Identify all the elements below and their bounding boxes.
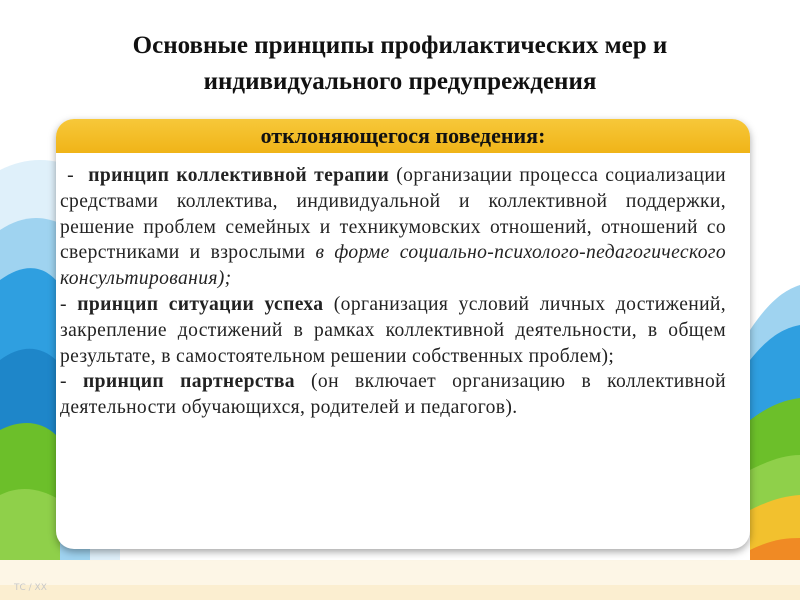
title-line-1: Основные принципы профилактических мер и bbox=[132, 32, 668, 59]
principle-dash: - bbox=[67, 165, 82, 186]
principle-name: принцип партнерства bbox=[82, 371, 295, 393]
card-header-title: отклоняющегося поведения: bbox=[260, 123, 546, 148]
footer-mark: ТС / ХХ bbox=[14, 583, 47, 593]
principle-dash: - bbox=[60, 371, 83, 393]
principle-item bbox=[60, 292, 726, 369]
principle-name: принцип ситуации успеха bbox=[77, 293, 324, 315]
principles-list bbox=[60, 163, 726, 421]
principle-dash: - bbox=[60, 293, 78, 315]
principle-italic-note: в форме социально-психолого-педагогического консультирования); bbox=[60, 242, 726, 290]
principle-description: (он включает организацию в коллективной деятельности обучающихся, родителей и педагогов). bbox=[60, 371, 726, 419]
card-header-bar bbox=[56, 119, 750, 153]
principle-description: (организация условий личных достижений, закрепление достижений в рамках коллективной деятельности, в общем результате, в самостоятельном решении собственных проблем); bbox=[60, 293, 726, 367]
principle-item bbox=[60, 369, 726, 421]
title-line-2: индивидуального предупреждения bbox=[203, 68, 597, 95]
principle-name: принцип коллективной терапии bbox=[88, 165, 390, 186]
principle-item bbox=[60, 163, 726, 292]
content-card bbox=[56, 119, 750, 549]
principle-description: (организации процесса социализации средствами коллектива, индивидуальной и коллективной поддержки, решение проблем семейных и техникумовских отношений, отношений со сверстниками и взрослыми bbox=[60, 165, 726, 264]
page-title bbox=[0, 28, 800, 100]
